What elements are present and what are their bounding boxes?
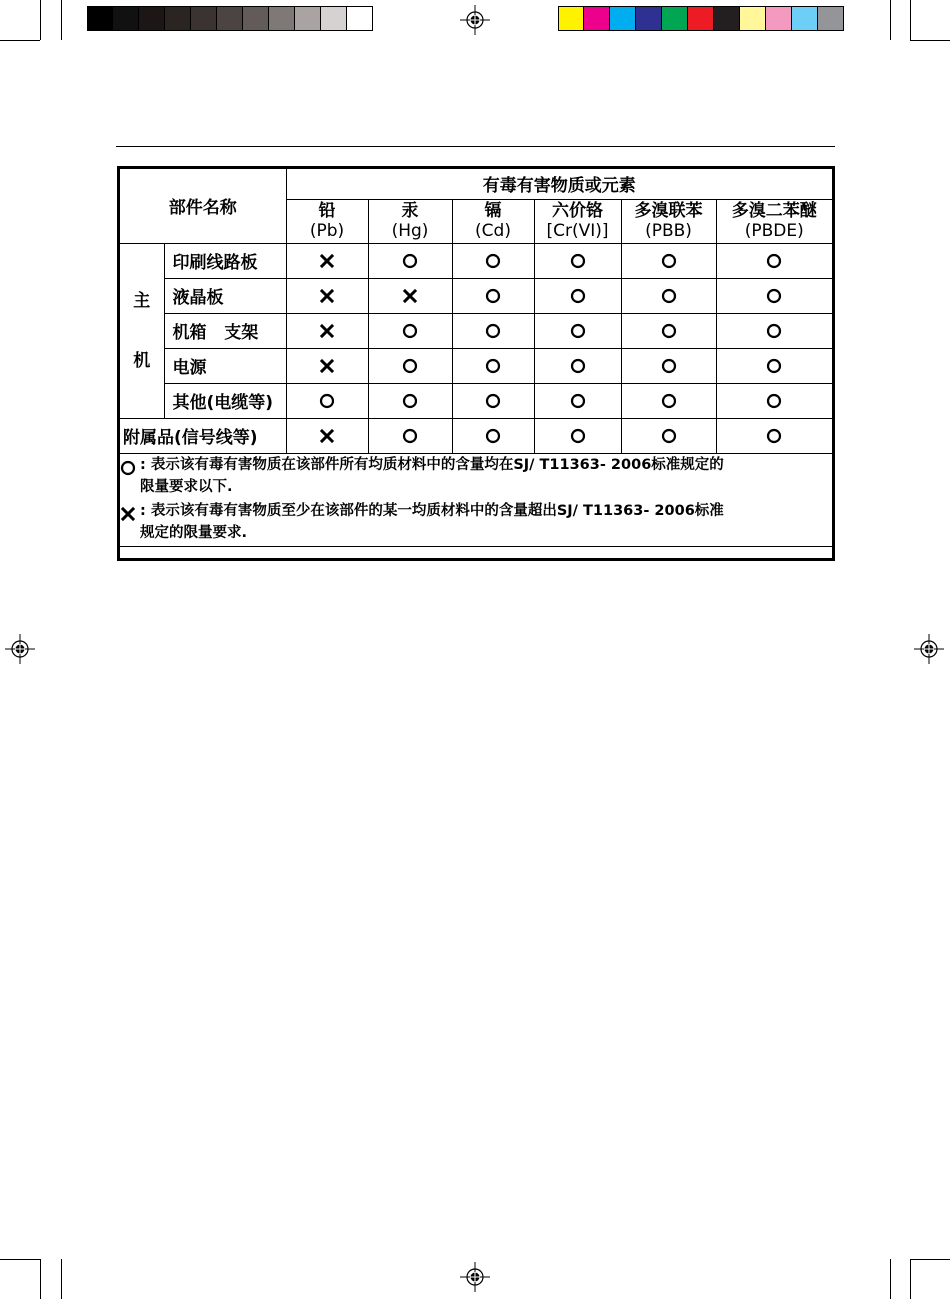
color-swatch [818,6,844,31]
substance-mark [716,348,832,383]
process-color-bar [558,6,844,31]
o-note [120,454,832,498]
substance-mark [452,243,534,278]
color-swatch [766,6,792,31]
circle-icon [766,393,782,409]
circle-icon [402,253,418,269]
crop-mark [40,1259,41,1299]
main-unit-label [120,243,164,418]
crop-mark [910,1259,950,1260]
substance-mark [621,383,716,418]
crop-mark [910,1259,911,1299]
substance-mark [368,278,452,313]
substances-header: 有毒有害物质或元素 [286,169,832,199]
crop-mark [61,0,62,40]
table-row [120,278,832,313]
substance-mark [716,313,832,348]
substance-mark [368,383,452,418]
substance-mark [534,313,621,348]
substance-mark [452,348,534,383]
substance-mark [534,383,621,418]
color-swatch [558,6,584,31]
color-swatch [321,6,347,31]
crop-mark [40,0,41,40]
substance-mark [368,243,452,278]
substance-mark [368,418,452,453]
element-symbol: [Cr(VI)] [546,221,609,241]
element-symbol: (Cd) [475,221,511,241]
substance-mark [716,278,832,313]
cross-icon [120,506,136,522]
substance-mark [534,278,621,313]
color-swatch [347,6,373,31]
substance-mark [716,418,832,453]
circle-icon [661,323,677,339]
substance-mark [534,348,621,383]
cross-icon [319,358,335,374]
cross-icon [402,288,418,304]
color-swatch [191,6,217,31]
circle-icon [661,428,677,444]
circle-icon [766,323,782,339]
registration-mark-icon [5,634,35,664]
crop-mark [61,1259,62,1299]
element-header [286,199,368,243]
crop-mark [910,40,950,41]
circle-icon [766,428,782,444]
circle-icon [485,393,501,409]
circle-icon [570,358,586,374]
circle-icon [766,288,782,304]
substance-mark [286,313,368,348]
circle-icon [485,253,501,269]
substance-mark [534,418,621,453]
main-unit-char: 机 [133,350,151,371]
cross-icon [319,428,335,444]
circle-icon [402,358,418,374]
element-header [534,199,621,243]
circle-icon [661,358,677,374]
color-swatch [113,6,139,31]
substance-mark [621,243,716,278]
color-swatch [688,6,714,31]
substance-mark [621,348,716,383]
circle-icon [570,393,586,409]
circle-icon [661,288,677,304]
color-swatch [139,6,165,31]
main-unit-char: 主 [133,290,151,311]
substance-mark [286,348,368,383]
registration-mark-icon [460,1262,490,1292]
part-name-header: 部件名称 [120,169,286,243]
circle-icon [485,358,501,374]
color-swatch [610,6,636,31]
substance-mark [621,278,716,313]
substance-mark [452,278,534,313]
crop-mark [0,40,40,41]
part-name: 其他(电缆等) [164,383,286,418]
element-name: 多溴联苯 [634,201,703,221]
substance-mark [716,243,832,278]
cross-icon [319,288,335,304]
element-name: 多溴二苯醚 [731,201,817,221]
substance-mark [286,243,368,278]
registration-mark-icon [460,5,490,35]
color-swatch [792,6,818,31]
element-header [621,199,716,243]
table-row [120,383,832,418]
part-name: 附属品(信号线等) [120,418,286,453]
substance-mark [621,313,716,348]
color-swatch [636,6,662,31]
circle-icon [766,358,782,374]
element-name: 汞 [401,201,419,221]
color-swatch [87,6,113,31]
o-note-line2: 限量要求以下. [140,478,233,495]
element-symbol: (Pb) [309,221,345,241]
hazardous-substances-table [117,166,835,561]
element-name: 镉 [484,201,502,221]
o-note-line1: : 表示该有毒有害物质在该部件所有均质材料中的含量均在SJ/ T11363- 2006标准规定的 [140,456,724,473]
substance-mark [368,348,452,383]
cross-icon [319,253,335,269]
element-name: 六价铬 [552,201,603,221]
element-header [452,199,534,243]
element-name: 铅 [318,201,336,221]
x-note-line1: : 表示该有毒有害物质至少在该部件的某一均质材料中的含量超出SJ/ T11363- 2006标准 [140,502,724,519]
circle-icon [570,323,586,339]
crop-mark [0,1259,40,1260]
circle-icon [485,428,501,444]
circle-icon [570,428,586,444]
color-swatch [740,6,766,31]
substance-mark [716,383,832,418]
element-symbol: (PBDE) [744,221,804,241]
circle-icon [319,393,335,409]
element-header [368,199,452,243]
circle-icon [570,253,586,269]
table-row [120,348,832,383]
x-note [120,500,832,544]
circle-icon [766,253,782,269]
substance-mark [452,313,534,348]
notes-cell [120,453,832,546]
circle-icon [570,288,586,304]
part-name: 电源 [164,348,286,383]
substance-mark [286,278,368,313]
element-symbol: (PBB) [645,221,692,241]
substance-mark [621,418,716,453]
color-swatch [714,6,740,31]
crop-mark [890,0,891,40]
substance-mark [368,313,452,348]
substance-mark [286,418,368,453]
circle-icon [120,460,136,476]
part-name: 液晶板 [164,278,286,313]
cross-icon [319,323,335,339]
circle-icon [402,393,418,409]
table-row [120,418,832,453]
color-swatch [662,6,688,31]
registration-mark-icon [914,634,944,664]
crop-mark [910,0,911,40]
color-swatch [243,6,269,31]
circle-icon [485,323,501,339]
color-swatch [269,6,295,31]
substance-mark [534,243,621,278]
circle-icon [485,288,501,304]
element-header [716,199,832,243]
color-swatch [217,6,243,31]
header-rule [116,146,835,147]
table-row [120,313,832,348]
part-name: 印刷线路板 [164,243,286,278]
color-swatch [165,6,191,31]
color-swatch [295,6,321,31]
part-name: 机箱 支架 [164,313,286,348]
substance-mark [452,418,534,453]
substance-mark [286,383,368,418]
crop-mark [890,1259,891,1299]
circle-icon [402,428,418,444]
color-swatch [584,6,610,31]
circle-icon [661,393,677,409]
substances-grid [120,169,832,547]
table-row [120,243,832,278]
element-symbol: (Hg) [391,221,429,241]
x-note-line2: 规定的限量要求. [140,524,248,541]
circle-icon [661,253,677,269]
circle-icon [402,323,418,339]
substance-mark [452,383,534,418]
gray-color-bar [87,6,373,31]
